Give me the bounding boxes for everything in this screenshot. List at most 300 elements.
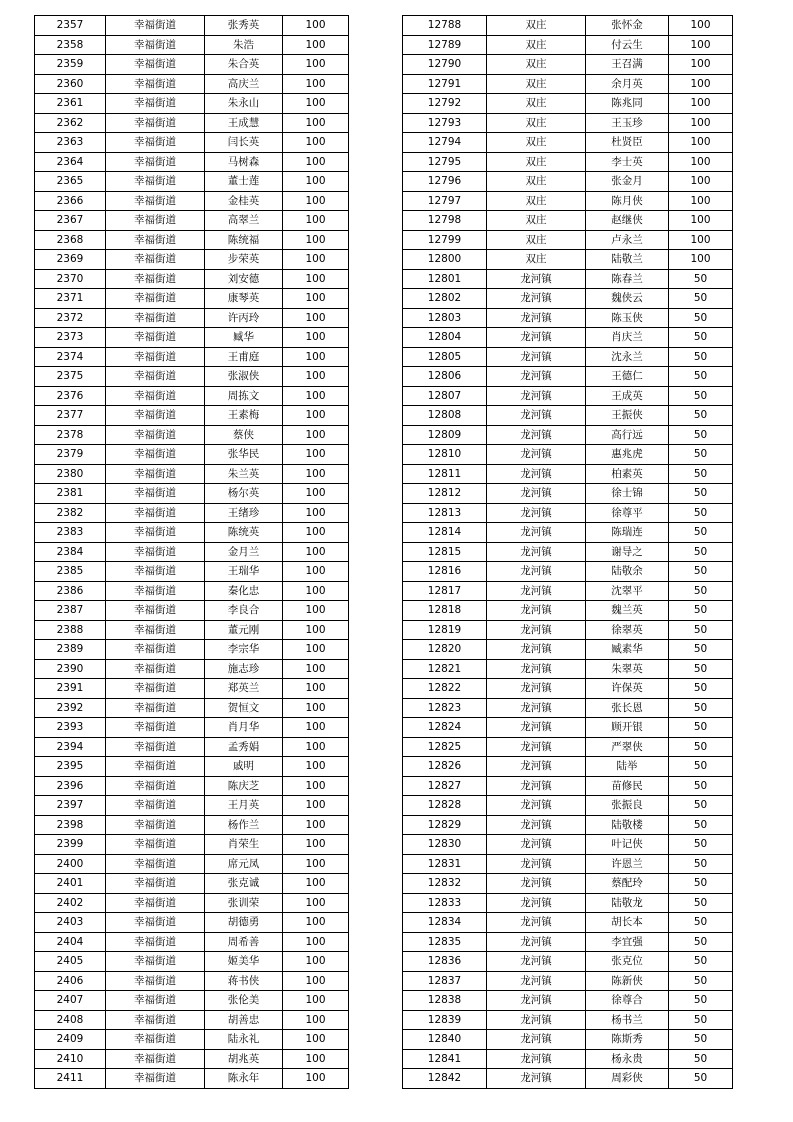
person-name-cell: 苗修民 xyxy=(586,776,669,796)
district-cell: 幸福街道 xyxy=(106,133,205,153)
district-cell: 幸福街道 xyxy=(106,815,205,835)
district-cell: 龙河镇 xyxy=(487,523,586,543)
district-cell: 龙河镇 xyxy=(487,445,586,465)
person-name-cell: 陈玉侠 xyxy=(586,308,669,328)
person-name-cell: 卢永兰 xyxy=(586,230,669,250)
table-row xyxy=(35,542,349,562)
person-name-cell: 康琴英 xyxy=(205,289,283,309)
serial-number-cell: 12803 xyxy=(403,308,487,328)
amount-cell: 100 xyxy=(283,679,349,699)
amount-cell: 100 xyxy=(283,94,349,114)
serial-number-cell: 2375 xyxy=(35,367,106,387)
table-row xyxy=(403,172,733,192)
table-row xyxy=(403,776,733,796)
table-row xyxy=(403,113,733,133)
table-row xyxy=(35,659,349,679)
amount-cell: 100 xyxy=(283,16,349,36)
district-cell: 龙河镇 xyxy=(487,347,586,367)
district-cell: 龙河镇 xyxy=(487,503,586,523)
person-name-cell: 姬美华 xyxy=(205,952,283,972)
district-cell: 龙河镇 xyxy=(487,328,586,348)
amount-cell: 50 xyxy=(669,269,733,289)
amount-cell: 100 xyxy=(283,562,349,582)
district-cell: 龙河镇 xyxy=(487,289,586,309)
serial-number-cell: 2364 xyxy=(35,152,106,172)
amount-cell: 100 xyxy=(669,250,733,270)
amount-cell: 100 xyxy=(283,191,349,211)
district-cell: 幸福街道 xyxy=(106,776,205,796)
person-name-cell: 蒋书侠 xyxy=(205,971,283,991)
district-cell: 双庄 xyxy=(487,191,586,211)
amount-cell: 100 xyxy=(283,893,349,913)
person-name-cell: 贺恒文 xyxy=(205,698,283,718)
amount-cell: 50 xyxy=(669,328,733,348)
district-cell: 幸福街道 xyxy=(106,893,205,913)
amount-cell: 100 xyxy=(669,74,733,94)
serial-number-cell: 12808 xyxy=(403,406,487,426)
amount-cell: 100 xyxy=(283,328,349,348)
person-name-cell: 李良合 xyxy=(205,601,283,621)
district-cell: 幸福街道 xyxy=(106,445,205,465)
amount-cell: 50 xyxy=(669,737,733,757)
person-name-cell: 张克诚 xyxy=(205,874,283,894)
table-row xyxy=(35,172,349,192)
person-name-cell: 张怀金 xyxy=(586,16,669,36)
person-name-cell: 高翠兰 xyxy=(205,211,283,231)
district-cell: 幸福街道 xyxy=(106,308,205,328)
person-name-cell: 胡兆英 xyxy=(205,1049,283,1069)
table-row xyxy=(35,620,349,640)
table-row xyxy=(403,35,733,55)
person-name-cell: 付云生 xyxy=(586,35,669,55)
serial-number-cell: 2361 xyxy=(35,94,106,114)
serial-number-cell: 2406 xyxy=(35,971,106,991)
district-cell: 龙河镇 xyxy=(487,718,586,738)
serial-number-cell: 12791 xyxy=(403,74,487,94)
amount-cell: 50 xyxy=(669,952,733,972)
person-name-cell: 王瑞华 xyxy=(205,562,283,582)
table-row xyxy=(403,1069,733,1089)
person-name-cell: 董士莲 xyxy=(205,172,283,192)
district-cell: 龙河镇 xyxy=(487,893,586,913)
amount-cell: 100 xyxy=(283,250,349,270)
table-row xyxy=(35,893,349,913)
serial-number-cell: 2377 xyxy=(35,406,106,426)
serial-number-cell: 12837 xyxy=(403,971,487,991)
serial-number-cell: 2390 xyxy=(35,659,106,679)
district-cell: 龙河镇 xyxy=(487,874,586,894)
serial-number-cell: 2392 xyxy=(35,698,106,718)
serial-number-cell: 12794 xyxy=(403,133,487,153)
district-cell: 龙河镇 xyxy=(487,1049,586,1069)
amount-cell: 50 xyxy=(669,815,733,835)
table-row xyxy=(403,16,733,36)
district-cell: 双庄 xyxy=(487,94,586,114)
amount-cell: 100 xyxy=(283,776,349,796)
district-cell: 幸福街道 xyxy=(106,932,205,952)
amount-cell: 100 xyxy=(283,133,349,153)
table-row xyxy=(403,640,733,660)
amount-cell: 100 xyxy=(283,35,349,55)
district-cell: 龙河镇 xyxy=(487,1069,586,1089)
amount-cell: 50 xyxy=(669,971,733,991)
amount-cell: 50 xyxy=(669,542,733,562)
serial-number-cell: 2405 xyxy=(35,952,106,972)
serial-number-cell: 2363 xyxy=(35,133,106,153)
person-name-cell: 胡长本 xyxy=(586,913,669,933)
district-cell: 龙河镇 xyxy=(487,835,586,855)
person-name-cell: 陆敬楼 xyxy=(586,815,669,835)
district-cell: 幸福街道 xyxy=(106,1049,205,1069)
table-row xyxy=(403,854,733,874)
person-name-cell: 郑英兰 xyxy=(205,679,283,699)
serial-number-cell: 12827 xyxy=(403,776,487,796)
amount-cell: 50 xyxy=(669,289,733,309)
table-row xyxy=(35,94,349,114)
serial-number-cell: 2408 xyxy=(35,1010,106,1030)
table-row xyxy=(35,835,349,855)
serial-number-cell: 12805 xyxy=(403,347,487,367)
serial-number-cell: 2376 xyxy=(35,386,106,406)
amount-cell: 50 xyxy=(669,1030,733,1050)
district-cell: 双庄 xyxy=(487,172,586,192)
person-name-cell: 闫长英 xyxy=(205,133,283,153)
amount-cell: 100 xyxy=(283,55,349,75)
serial-number-cell: 2369 xyxy=(35,250,106,270)
table-row xyxy=(403,250,733,270)
district-cell: 龙河镇 xyxy=(487,991,586,1011)
person-name-cell: 陆举 xyxy=(586,757,669,777)
serial-number-cell: 2404 xyxy=(35,932,106,952)
amount-cell: 50 xyxy=(669,601,733,621)
district-cell: 幸福街道 xyxy=(106,523,205,543)
serial-number-cell: 12802 xyxy=(403,289,487,309)
amount-cell: 100 xyxy=(283,854,349,874)
district-cell: 龙河镇 xyxy=(487,620,586,640)
person-name-cell: 张金月 xyxy=(586,172,669,192)
amount-cell: 50 xyxy=(669,991,733,1011)
person-name-cell: 肖庆兰 xyxy=(586,328,669,348)
amount-cell: 100 xyxy=(283,308,349,328)
district-cell: 幸福街道 xyxy=(106,94,205,114)
serial-number-cell: 2373 xyxy=(35,328,106,348)
amount-cell: 100 xyxy=(669,152,733,172)
amount-cell: 50 xyxy=(669,406,733,426)
district-cell: 幸福街道 xyxy=(106,386,205,406)
district-cell: 龙河镇 xyxy=(487,796,586,816)
serial-number-cell: 2398 xyxy=(35,815,106,835)
district-cell: 龙河镇 xyxy=(487,581,586,601)
serial-number-cell: 2409 xyxy=(35,1030,106,1050)
serial-number-cell: 12809 xyxy=(403,425,487,445)
table-row xyxy=(403,971,733,991)
table-row xyxy=(403,1030,733,1050)
serial-number-cell: 2378 xyxy=(35,425,106,445)
person-name-cell: 蔡侠 xyxy=(205,425,283,445)
person-name-cell: 陆敬龙 xyxy=(586,893,669,913)
amount-cell: 50 xyxy=(669,796,733,816)
amount-cell: 50 xyxy=(669,757,733,777)
district-cell: 幸福街道 xyxy=(106,718,205,738)
person-name-cell: 李宜强 xyxy=(586,932,669,952)
table-row xyxy=(35,16,349,36)
serial-number-cell: 12810 xyxy=(403,445,487,465)
table-row xyxy=(403,815,733,835)
serial-number-cell: 2399 xyxy=(35,835,106,855)
person-name-cell: 张长恩 xyxy=(586,698,669,718)
district-cell: 幸福街道 xyxy=(106,991,205,1011)
amount-cell: 50 xyxy=(669,679,733,699)
person-name-cell: 沈永兰 xyxy=(586,347,669,367)
serial-number-cell: 2386 xyxy=(35,581,106,601)
district-cell: 幸福街道 xyxy=(106,854,205,874)
person-name-cell: 高庆兰 xyxy=(205,74,283,94)
serial-number-cell: 12829 xyxy=(403,815,487,835)
amount-cell: 100 xyxy=(283,971,349,991)
district-cell: 幸福街道 xyxy=(106,698,205,718)
district-cell: 龙河镇 xyxy=(487,1010,586,1030)
district-cell: 双庄 xyxy=(487,74,586,94)
serial-number-cell: 2396 xyxy=(35,776,106,796)
table-row xyxy=(403,562,733,582)
amount-cell: 100 xyxy=(283,913,349,933)
person-name-cell: 步荣英 xyxy=(205,250,283,270)
serial-number-cell: 2367 xyxy=(35,211,106,231)
district-cell: 幸福街道 xyxy=(106,367,205,387)
table-row xyxy=(403,698,733,718)
person-name-cell: 陈瑞连 xyxy=(586,523,669,543)
table-row xyxy=(35,737,349,757)
district-cell: 龙河镇 xyxy=(487,542,586,562)
person-name-cell: 金月兰 xyxy=(205,542,283,562)
district-cell: 龙河镇 xyxy=(487,952,586,972)
district-cell: 幸福街道 xyxy=(106,562,205,582)
table-row xyxy=(35,133,349,153)
table-row xyxy=(35,640,349,660)
district-cell: 幸福街道 xyxy=(106,55,205,75)
district-cell: 幸福街道 xyxy=(106,230,205,250)
amount-cell: 100 xyxy=(669,94,733,114)
serial-number-cell: 2360 xyxy=(35,74,106,94)
person-name-cell: 叶记侠 xyxy=(586,835,669,855)
serial-number-cell: 12822 xyxy=(403,679,487,699)
person-name-cell: 马树森 xyxy=(205,152,283,172)
district-cell: 幸福街道 xyxy=(106,347,205,367)
serial-number-cell: 2393 xyxy=(35,718,106,738)
amount-cell: 50 xyxy=(669,1069,733,1089)
district-cell: 幸福街道 xyxy=(106,971,205,991)
person-name-cell: 惠兆虎 xyxy=(586,445,669,465)
person-name-cell: 李宗华 xyxy=(205,640,283,660)
district-cell: 龙河镇 xyxy=(487,815,586,835)
amount-cell: 50 xyxy=(669,1010,733,1030)
district-cell: 幸福街道 xyxy=(106,1069,205,1089)
district-cell: 双庄 xyxy=(487,250,586,270)
amount-cell: 50 xyxy=(669,464,733,484)
serial-number-cell: 12836 xyxy=(403,952,487,972)
table-row xyxy=(403,367,733,387)
person-name-cell: 沈翠平 xyxy=(586,581,669,601)
amount-cell: 100 xyxy=(283,718,349,738)
amount-cell: 100 xyxy=(283,484,349,504)
serial-number-cell: 2362 xyxy=(35,113,106,133)
serial-number-cell: 12814 xyxy=(403,523,487,543)
district-cell: 幸福街道 xyxy=(106,659,205,679)
serial-number-cell: 12789 xyxy=(403,35,487,55)
table-row xyxy=(35,152,349,172)
amount-cell: 100 xyxy=(669,113,733,133)
amount-cell: 100 xyxy=(283,406,349,426)
serial-number-cell: 2384 xyxy=(35,542,106,562)
table-row xyxy=(35,230,349,250)
person-name-cell: 高行远 xyxy=(586,425,669,445)
district-cell: 龙河镇 xyxy=(487,464,586,484)
person-name-cell: 张振良 xyxy=(586,796,669,816)
amount-cell: 50 xyxy=(669,874,733,894)
person-name-cell: 陈统英 xyxy=(205,523,283,543)
district-cell: 双庄 xyxy=(487,230,586,250)
person-name-cell: 徐尊平 xyxy=(586,503,669,523)
serial-number-cell: 12832 xyxy=(403,874,487,894)
person-name-cell: 张秀英 xyxy=(205,16,283,36)
person-name-cell: 张克位 xyxy=(586,952,669,972)
serial-number-cell: 2374 xyxy=(35,347,106,367)
person-name-cell: 徐尊合 xyxy=(586,991,669,1011)
district-cell: 幸福街道 xyxy=(106,425,205,445)
table-row xyxy=(35,1010,349,1030)
serial-number-cell: 2370 xyxy=(35,269,106,289)
table-row xyxy=(403,289,733,309)
amount-cell: 100 xyxy=(669,35,733,55)
district-cell: 幸福街道 xyxy=(106,74,205,94)
serial-number-cell: 12823 xyxy=(403,698,487,718)
amount-cell: 100 xyxy=(283,581,349,601)
amount-cell: 100 xyxy=(283,542,349,562)
amount-cell: 100 xyxy=(283,835,349,855)
serial-number-cell: 12818 xyxy=(403,601,487,621)
person-name-cell: 陈月侠 xyxy=(586,191,669,211)
table-row xyxy=(403,932,733,952)
district-cell: 幸福街道 xyxy=(106,484,205,504)
district-cell: 幸福街道 xyxy=(106,952,205,972)
amount-cell: 50 xyxy=(669,581,733,601)
district-cell: 幸福街道 xyxy=(106,737,205,757)
person-name-cell: 臧素华 xyxy=(586,640,669,660)
serial-number-cell: 12799 xyxy=(403,230,487,250)
person-name-cell: 余月英 xyxy=(586,74,669,94)
table-row xyxy=(403,308,733,328)
district-cell: 幸福街道 xyxy=(106,16,205,36)
district-cell: 龙河镇 xyxy=(487,971,586,991)
table-row xyxy=(35,464,349,484)
serial-number-cell: 2403 xyxy=(35,913,106,933)
amount-cell: 100 xyxy=(669,133,733,153)
table-row xyxy=(403,913,733,933)
serial-number-cell: 12826 xyxy=(403,757,487,777)
serial-number-cell: 2394 xyxy=(35,737,106,757)
table-row xyxy=(403,601,733,621)
table-row xyxy=(35,35,349,55)
amount-cell: 50 xyxy=(669,854,733,874)
table-row xyxy=(403,718,733,738)
amount-cell: 100 xyxy=(283,952,349,972)
serial-number-cell: 12790 xyxy=(403,55,487,75)
amount-cell: 100 xyxy=(283,347,349,367)
serial-number-cell: 12834 xyxy=(403,913,487,933)
person-name-cell: 王成慧 xyxy=(205,113,283,133)
district-cell: 龙河镇 xyxy=(487,932,586,952)
person-name-cell: 杨书兰 xyxy=(586,1010,669,1030)
serial-number-cell: 12796 xyxy=(403,172,487,192)
person-name-cell: 王召满 xyxy=(586,55,669,75)
amount-cell: 50 xyxy=(669,913,733,933)
district-cell: 幸福街道 xyxy=(106,542,205,562)
person-name-cell: 金桂英 xyxy=(205,191,283,211)
table-row xyxy=(35,269,349,289)
district-cell: 双庄 xyxy=(487,55,586,75)
amount-cell: 100 xyxy=(669,230,733,250)
district-cell: 幸福街道 xyxy=(106,113,205,133)
serial-number-cell: 2397 xyxy=(35,796,106,816)
amount-cell: 50 xyxy=(669,445,733,465)
district-cell: 幸福街道 xyxy=(106,289,205,309)
table-row xyxy=(35,815,349,835)
district-cell: 龙河镇 xyxy=(487,913,586,933)
table-row xyxy=(35,581,349,601)
table-row xyxy=(35,698,349,718)
serial-number-cell: 2371 xyxy=(35,289,106,309)
amount-cell: 50 xyxy=(669,932,733,952)
table-row xyxy=(35,757,349,777)
person-name-cell: 王成英 xyxy=(586,386,669,406)
person-name-cell: 许丙玲 xyxy=(205,308,283,328)
table-row xyxy=(403,659,733,679)
amount-cell: 100 xyxy=(283,464,349,484)
serial-number-cell: 12807 xyxy=(403,386,487,406)
person-name-cell: 胡德勇 xyxy=(205,913,283,933)
amount-cell: 100 xyxy=(283,1010,349,1030)
amount-cell: 100 xyxy=(283,757,349,777)
district-cell: 双庄 xyxy=(487,35,586,55)
person-name-cell: 王甫庭 xyxy=(205,347,283,367)
amount-cell: 100 xyxy=(283,874,349,894)
district-cell: 幸福街道 xyxy=(106,620,205,640)
table-row xyxy=(403,328,733,348)
serial-number-cell: 2359 xyxy=(35,55,106,75)
district-cell: 幸福街道 xyxy=(106,406,205,426)
person-name-cell: 顾开银 xyxy=(586,718,669,738)
district-cell: 龙河镇 xyxy=(487,601,586,621)
serial-number-cell: 12817 xyxy=(403,581,487,601)
serial-number-cell: 2402 xyxy=(35,893,106,913)
amount-cell: 100 xyxy=(283,113,349,133)
district-cell: 双庄 xyxy=(487,16,586,36)
person-name-cell: 陈统福 xyxy=(205,230,283,250)
table-row xyxy=(35,211,349,231)
table-row xyxy=(403,523,733,543)
amount-cell: 100 xyxy=(283,523,349,543)
amount-cell: 50 xyxy=(669,484,733,504)
table-row xyxy=(403,796,733,816)
person-name-cell: 张训荣 xyxy=(205,893,283,913)
table-row xyxy=(403,952,733,972)
amount-cell: 100 xyxy=(283,230,349,250)
serial-number-cell: 2411 xyxy=(35,1069,106,1089)
table-row xyxy=(35,113,349,133)
person-name-cell: 徐翠英 xyxy=(586,620,669,640)
serial-number-cell: 12804 xyxy=(403,328,487,348)
amount-cell: 100 xyxy=(283,269,349,289)
